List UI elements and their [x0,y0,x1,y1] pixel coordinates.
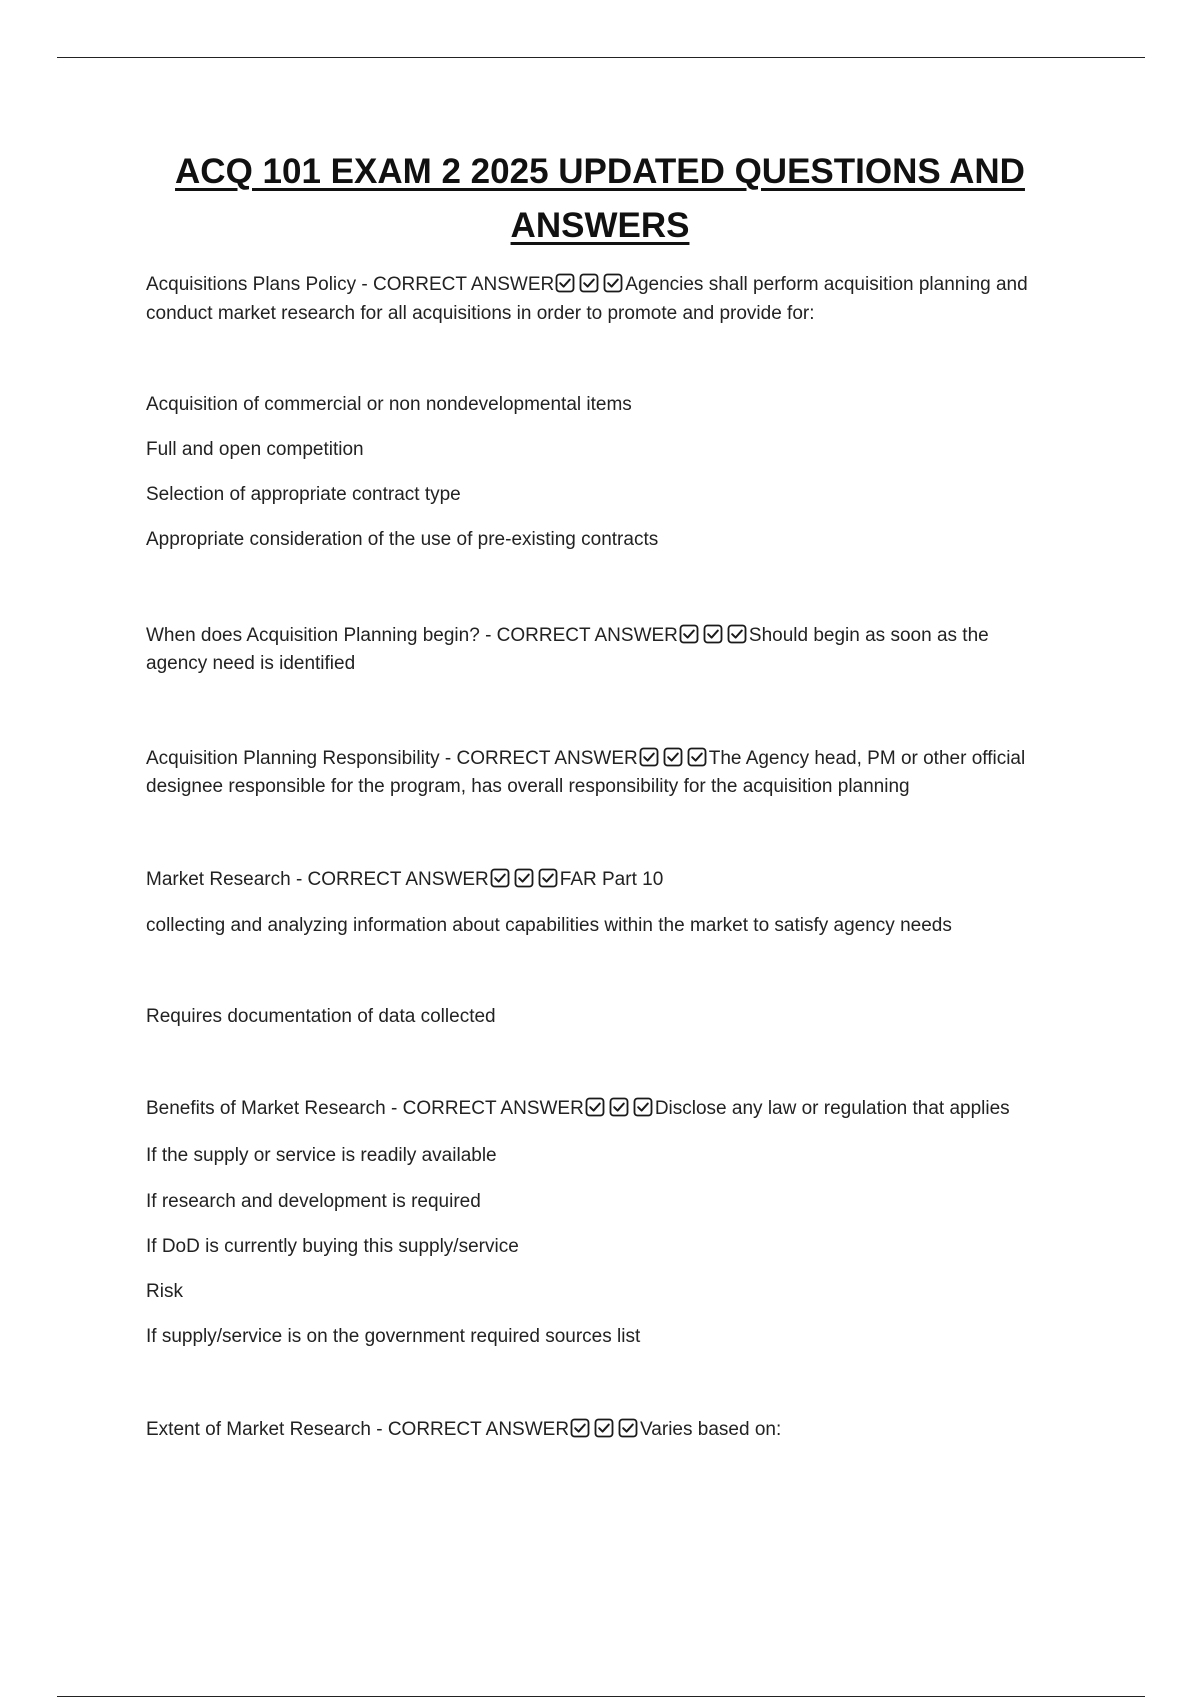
checked-box-icon [579,273,599,293]
answer-continuation: designee responsible for the program, has overall responsibility for the acquisition planning [146,776,910,797]
checked-box-icon [594,1418,614,1438]
qa-line [146,1095,1010,1123]
checked-box-icon [514,868,534,888]
answer-point: collecting and analyzing information about capabilities within the market to satisfy agency needs [146,915,952,936]
qa-line [146,866,663,894]
answer-point: Appropriate consideration of the use of pre-existing contracts [146,529,659,550]
answer-checkmarks [555,273,623,293]
answer-point: Selection of appropriate contract type [146,484,461,505]
checked-box-icon [663,747,683,767]
checked-box-icon [687,747,707,767]
checked-box-icon [490,868,510,888]
answer-text: Agencies shall perform acquisition planning and [625,274,1028,295]
title-line-1: ACQ 101 EXAM 2 2025 UPDATED QUESTIONS AND [175,152,1025,191]
checked-box-icon [679,624,699,644]
top-rule [57,57,1145,58]
qa-line [146,745,1025,773]
answer-text: Varies based on: [640,1419,782,1440]
qa-line [146,1416,781,1444]
answer-continuation: agency need is identified [146,653,356,674]
checked-box-icon [538,868,558,888]
checked-box-icon [633,1097,653,1117]
question-text: Acquisition Planning Responsibility - CORRECT ANSWER [146,748,638,769]
checked-box-icon [703,624,723,644]
answer-point: Full and open competition [146,439,364,460]
answer-point: If research and development is required [146,1191,481,1212]
qa-line [146,271,1028,299]
answer-text: The Agency head, PM or other official [708,748,1026,769]
question-text: Extent of Market Research - CORRECT ANSWER [146,1419,570,1440]
answer-point: Risk [146,1281,183,1302]
question-text: When does Acquisition Planning begin? - CORRECT ANSWER [146,625,678,646]
question-text: Benefits of Market Research - CORRECT ANSWER [146,1098,584,1119]
checked-box-icon [727,624,747,644]
answer-checkmarks [679,624,747,644]
answer-checkmarks [585,1097,653,1117]
checked-box-icon [639,747,659,767]
answer-checkmarks [570,1418,638,1438]
checked-box-icon [603,273,623,293]
question-text: Market Research - CORRECT ANSWER [146,869,489,890]
checked-box-icon [555,273,575,293]
bottom-rule [57,1696,1145,1697]
question-text: Acquisitions Plans Policy - CORRECT ANSWER [146,274,555,295]
checked-box-icon [609,1097,629,1117]
answer-checkmarks [490,868,558,888]
answer-point: If DoD is currently buying this supply/service [146,1236,519,1257]
answer-text: FAR Part 10 [559,869,664,890]
answer-point: If supply/service is on the government required sources list [146,1326,641,1347]
answer-text: Should begin as soon as the [748,625,989,646]
answer-point: Acquisition of commercial or non nondevelopmental items [146,394,632,415]
answer-point: Requires documentation of data collected [146,1006,496,1027]
checked-box-icon [570,1418,590,1438]
answer-point: If the supply or service is readily available [146,1145,497,1166]
answer-checkmarks [639,747,707,767]
answer-text: Disclose any law or regulation that applies [654,1098,1010,1119]
answer-continuation: conduct market research for all acquisitions in order to promote and provide for: [146,303,815,324]
qa-line [146,622,989,650]
document-title [0,145,1200,253]
title-line-2: ANSWERS [510,206,690,245]
checked-box-icon [585,1097,605,1117]
checked-box-icon [618,1418,638,1438]
